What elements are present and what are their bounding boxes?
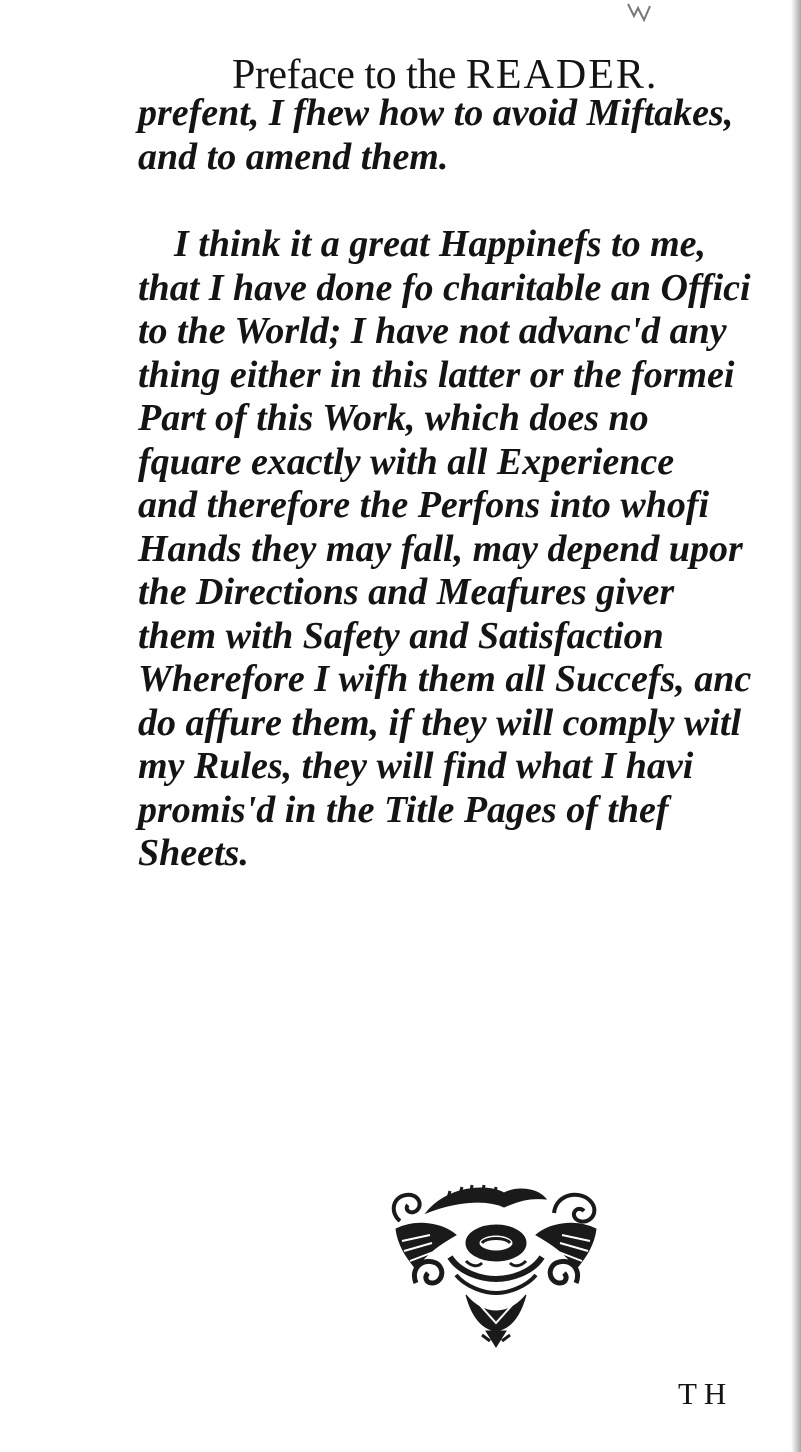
paragraph-gap (138, 179, 801, 223)
text-line: that I have done fo charitable an Offici (138, 266, 751, 309)
text-line: Hands they may fall, may depend upor (138, 527, 743, 570)
text-line: my Rules, they will find what I havi (138, 745, 694, 787)
text-line: the Directions and Meafures giver (138, 571, 675, 613)
catchword: TH (678, 1376, 734, 1411)
preface-text (138, 92, 801, 876)
text-line: fquare exactly with all Experience (138, 440, 675, 483)
text-line: promis'd in the Title Pages of thef (138, 788, 669, 831)
text-line: thing either in this latter or the formei (138, 353, 735, 396)
page-edge-shadow (791, 0, 801, 1452)
text-line: Wherefore I wifh them all Succefs, anc (138, 658, 752, 700)
text-line: Sheets. (138, 832, 249, 874)
text-line: to the World; I have not advanc'd any (138, 310, 727, 352)
text-line: do affure them, if they will comply witl (138, 701, 742, 744)
text-line: prefent, I fhew how to avoid Miftakes, (138, 92, 734, 134)
text-line: them with Safety and Satisfaction (138, 614, 664, 657)
text-line: and therefore the Perfons into whofi (138, 484, 710, 526)
text-line: and to amend them. (138, 135, 449, 178)
header-reader: READER. (465, 52, 659, 98)
ink-blot-mark (620, 0, 660, 30)
text-line: I think it a great Happinefs to me, (174, 223, 707, 265)
text-line: Part of this Work, which does no (138, 397, 649, 439)
header-prefix: Preface to the (232, 52, 456, 98)
floral-tailpiece-ornament-icon (386, 1183, 606, 1349)
